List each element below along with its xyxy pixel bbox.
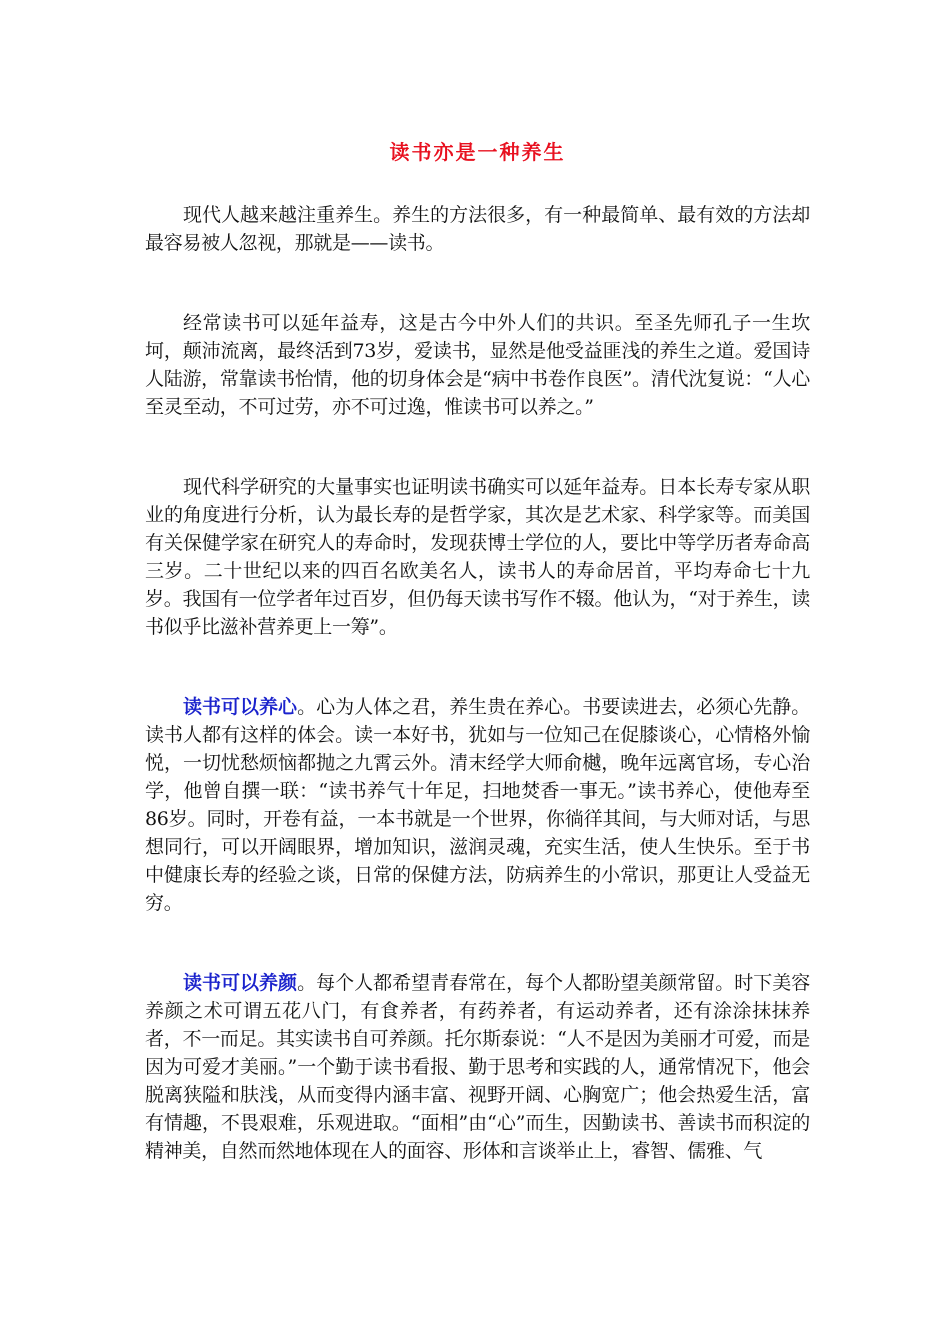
paragraph-5	[145, 969, 810, 1165]
paragraph-4	[145, 693, 810, 917]
paragraph-5-heading: 读书可以养颜	[183, 972, 298, 994]
paragraph-5-body: 。每个人都希望青春常在，每个人都盼望美颜常留。时下美容养颜之术可谓五花八门，有食养者，有药养者，有运动养者，还有涂涂抹抹养者，不一而足。其实读书自可养颜。托尔斯泰说：“人不是因为美丽才可爱，而是因为可爱才美丽。”一个勤于读书看报、勤于思考和实践的人，通常情况下，他会脱离狭隘和肤浅，从而变得内涵丰富、视野开阔、心胸宽广；他会热爱生活，富有情趣，不畏艰难，乐观进取。“面相”由“心”而生，因勤读书、善读书而积淀的精神美，自然而然地体现在人的面容、形体和言谈举止上，睿智、儒雅、气	[145, 972, 811, 1162]
paragraph-4-heading: 读书可以养心	[183, 696, 298, 718]
document-title: 读书亦是一种养生	[389, 140, 566, 164]
paragraph-4-body: 。心为人体之君，养生贵在养心。书要读进去，必须心先静。读书人都有这样的体会。读一本好书，犹如与一位知己在促膝谈心，心情格外愉悦，一切忧愁烦恼都抛之九霄云外。清末经学大师俞樾，晚年远离官场，专心治学，他曾自撰一联：“读书养气十年足，扫地焚香一事无。”读书养心，使他寿至86岁。同时，开卷有益，一本书就是一个世界，你徜徉其间，与大师对话，与思想同行，可以开阔眼界，增加知识，滋润灵魂，充实生活，使人生快乐。至于书中健康长寿的经验之谈，日常的保健方法，防病养生的小常识，那更让人受益无穷。	[145, 696, 811, 914]
document-page	[145, 128, 810, 1165]
paragraph-2: 经常读书可以延年益寿，这是古今中外人们的共识。至圣先师孔子一生坎坷，颠沛流离，最终活到73岁，爱读书，显然是他受益匪浅的养生之道。爱国诗人陆游，常靠读书怡情，他的切身体会是“病中书卷作良医”。清代沈复说：“人心至灵至动，不可过劳，亦不可过逸，惟读书可以养之。”	[145, 312, 810, 418]
paragraph-1: 现代人越来越注重养生。养生的方法很多，有一种最简单、最有效的方法却最容易被人忽视，那就是——读书。	[145, 204, 810, 254]
paragraph-3: 现代科学研究的大量事实也证明读书确实可以延年益寿。日本长寿专家从职业的角度进行分析，认为最长寿的是哲学家，其次是艺术家、科学家等。而美国有关保健学家在研究人的寿命时，发现获博士学位的人，要比中等学历者寿命高三岁。二十世纪以来的四百名欧美名人，读书人的寿命居首，平均寿命七十九岁。我国有一位学者年过百岁，但仍每天读书写作不辍。他认为，“对于养生，读书似乎比滋补营养更上一筹”。	[145, 476, 810, 638]
